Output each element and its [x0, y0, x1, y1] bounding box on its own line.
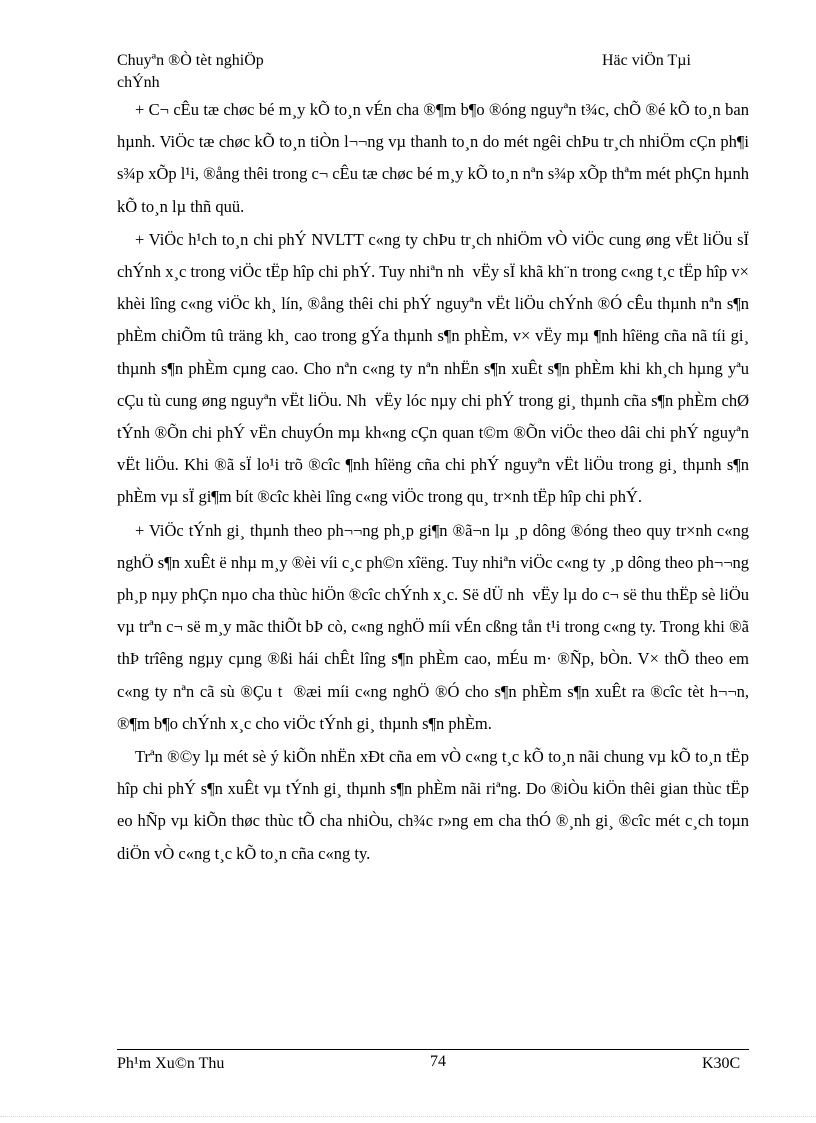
body-text: [117, 94, 749, 871]
footer-divider: [117, 1049, 749, 1050]
paragraph-1: + C¬ cÊu tæ chøc bé m¸y kÕ to¸n vÉn cha ®¶m b¶o ®óng nguyªn t¾c, chÕ ®é kÕ to¸n ban hµnh. ViÖc tæ chøc kÕ to¸n tiÒn l¬¬ng vµ thanh to¸n do mét ngêi chÞu tr¸ch nhiÖm cÇn ph¶i s¾p xÕp l¹i, ®ång thêi trong c¬ cÊu tæ chøc bé m¸y kÕ to¸n nªn s¾p xÕp thªm mét phÇn hµnh kÕ to¸n lµ thñ quü.: [117, 100, 749, 216]
header-thesis-title: [117, 50, 264, 94]
paragraph-2: + ViÖc h¹ch to¸n chi phÝ NVLTT c«ng ty chÞu tr¸ch nhiÖm vÒ viÖc cung øng vËt liÖu sÏ chÝnh x¸c trong viÖc tËp hîp chi phÝ. Tuy nhiªn nh vËy sÏ khã kh¨n trong c«ng t¸c tËp hîp v× khèi lîng c«ng viÖc kh¸ lín, ®ång thêi chi phÝ nguyªn vËt liÖu chÝnh ®Ó cÊu thµnh nªn s¶n phÈm chiÕm tû träng kh¸ cao trong gÝa thµnh s¶n phÈm, v× vËy mµ ¶nh hîëng cña nã tíi gi¸ thµnh s¶n phÈm cµng cao. Cho nªn c«ng ty nªn nhËn s¶n xuÊt s¶n phÈm khi kh¸ch hµng yªu cÇu tù cung øng nguyªn vËt liÖu. Nh vËy lóc nµy chi phÝ trong gi¸ thµnh cña s¶n phÈm chØ tÝnh ®Õn chi phÝ vËn chuyÓn mµ kh«ng cÇn quan t©m ®Õn viÖc theo dâi chi phÝ nguyªn vËt liÖu. Khi ®ã sÏ lo¹i trõ ®cîc ¶nh hîëng cña chi phÝ nguyªn vËt liÖu trong gi¸ thµnh s¶n phÈm vµ sÏ gi¶m bít ®cîc khèi lîng c«ng viÖc trong qu¸ tr×nh tËp hîp chi phÝ.: [117, 229, 749, 507]
header-title-line-2: chÝnh: [117, 74, 160, 91]
paragraph-3: + ViÖc tÝnh gi¸ thµnh theo ph¬¬ng ph¸p gi¶n ®ã¬n lµ ¸p dông ®óng theo quy tr×nh c«ng nghÖ s¶n xuÊt ë nhµ m¸y ®èi víi c¸c ph©n xîëng. Tuy nhiªn viÖc c«ng ty ¸p dông theo ph¬¬ng ph¸p nµy phÇn nµo cha thùc hiÖn ®cîc chÝnh x¸c. Së dÜ nh vËy lµ do c¬ së thu thËp sè liÖu vµ trªn c¬ së m¸y mãc thiÕt bÞ cò, c«ng nghÖ míi vÉn cßng tån t¹i trong c«ng ty. Trong khi ®ã thÞ trîêng ngµy cµng ®ßi hái chÊt lîng s¶n phÈm cao, mÉu m· ®Ñp, bÒn. V× thÕ theo em c«ng ty nªn cã sù ®Çu t ®æi míi c«ng nghÖ ®Ó cho s¶n phÈm s¶n xuÊt ra ®cîc tèt h¬¬n, ®¶m b¶o chÝnh x¸c cho viÖc tÝnh gi¸ thµnh s¶n phÈm.: [117, 520, 749, 733]
header-title-line-1: Chuyªn ®Ò tèt nghiÖp: [117, 52, 264, 69]
page-number: 74: [430, 1053, 446, 1070]
footer-class-code: K30C: [702, 1055, 741, 1072]
footer-author: Ph¹m Xu©n Thu: [117, 1055, 225, 1072]
paragraph-4: Trªn ®©y lµ mét sè ý kiÕn nhËn xÐt cña em vÒ c«ng t¸c kÕ to¸n nãi chung vµ kÕ to¸n tËp hîp chi phÝ s¶n xuÊt vµ tÝnh gi¸ thµnh s¶n phÈm nãi riªng. Do ®iÒu kiÖn thêi gian thùc tËp eo hÑp vµ kiÕn thøc thùc tÕ cha nhiÒu, ch¾c r»ng em cha thÓ ®¸nh gi¸ ®cîc mét c¸ch toµn diÖn vÒ c«ng t¸c kÕ to¸n cña c«ng ty.: [117, 747, 749, 863]
page-bottom-border: [0, 1116, 816, 1117]
header-institution: Häc viÖn Tµi: [602, 52, 691, 69]
